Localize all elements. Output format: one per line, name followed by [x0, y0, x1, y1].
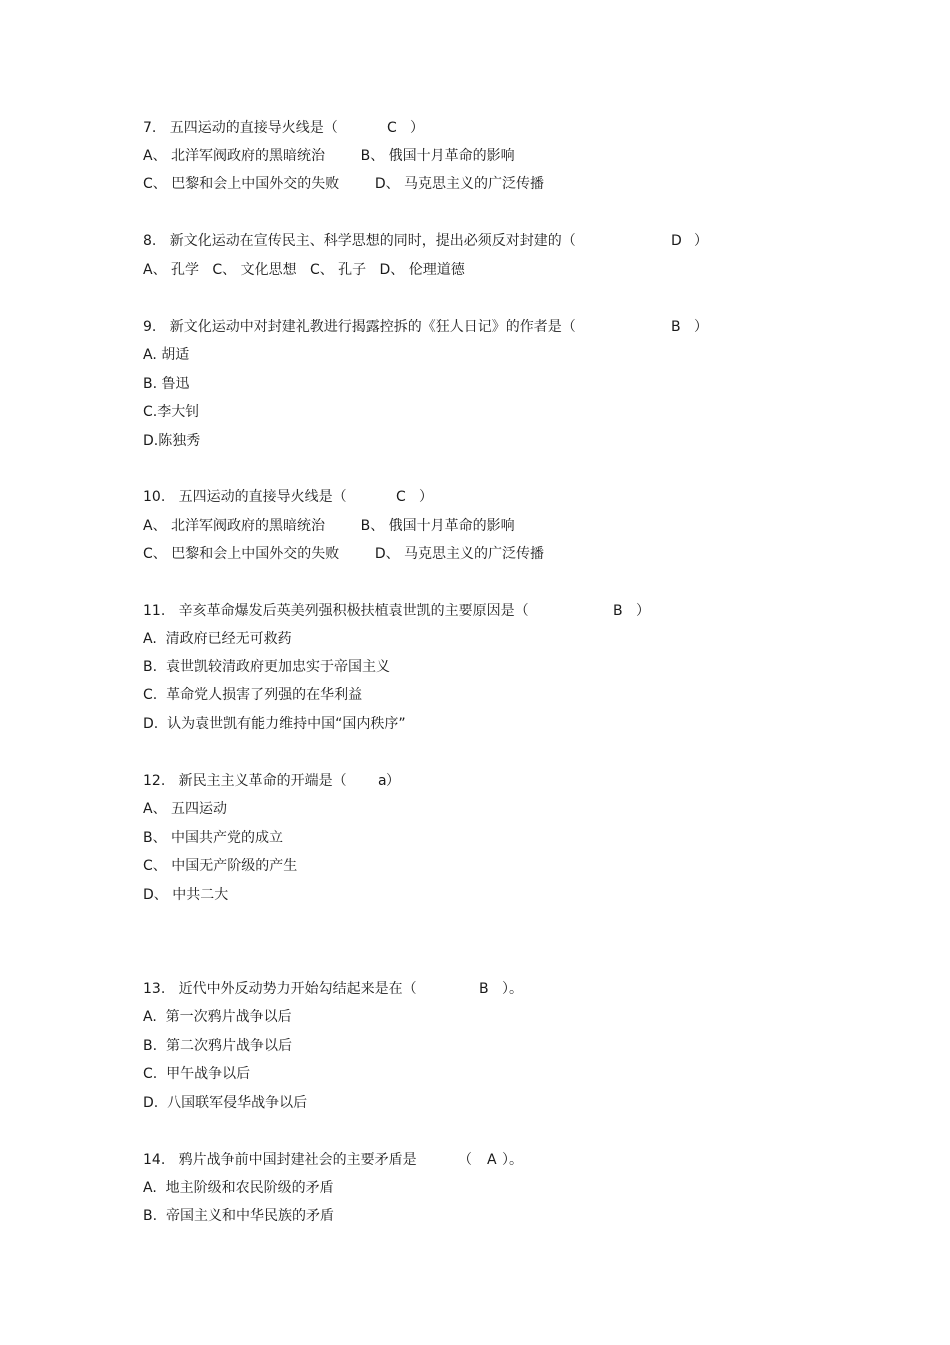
q12-answer: a [378, 773, 387, 789]
q10-stem: 10. 五四运动的直接导火线是（ [143, 489, 347, 505]
q9-close: ） [694, 319, 708, 335]
q13-stem: 13. 近代中外反动势力开始勾结起来是在（ [143, 981, 417, 997]
q10-answer: C [396, 489, 406, 505]
q11-option-a: A. 清政府已经无可救药 [143, 631, 292, 647]
q14-open: （ [458, 1152, 472, 1168]
q8-stem: 8. 新文化运动在宣传民主、科学思想的同时，提出必须反对封建的（ [143, 233, 576, 249]
q13-option-b: B. 第二次鸦片战争以后 [143, 1038, 292, 1054]
q7-options-1: A、 北洋军阀政府的黑暗统治 B、 俄国十月革命的影响 [143, 148, 515, 164]
q9-option-c: C.李大钊 [143, 404, 200, 420]
q13-close: ）。 [502, 981, 523, 997]
q11-option-c: C. 革命党人损害了列强的在华利益 [143, 687, 363, 703]
q9-option-a: A. 胡适 [143, 347, 190, 363]
q14-stem: 14. 鸦片战争前中国封建社会的主要矛盾是 [143, 1152, 417, 1168]
q9-stem: 9. 新文化运动中对封建礼教进行揭露控拆的《狂人日记》的作者是（ [143, 319, 576, 335]
q12-close: ） [386, 773, 400, 789]
q13-option-a: A. 第一次鸦片战争以后 [143, 1009, 292, 1025]
q11-close: ） [636, 603, 650, 619]
q14-option-a: A. 地主阶级和农民阶级的矛盾 [143, 1180, 334, 1196]
q9-answer: B [671, 319, 681, 335]
q14-close: ）。 [502, 1152, 523, 1168]
q9-option-d: D.陈独秀 [143, 433, 201, 449]
q10-options-2: C、 巴黎和会上中国外交的失败 D、 马克思主义的广泛传播 [143, 546, 545, 562]
q13-option-d: D. 八国联军侵华战争以后 [143, 1095, 308, 1111]
q11-stem: 11. 辛亥革命爆发后英美列强积极扶植袁世凯的主要原因是（ [143, 603, 529, 619]
q11-answer: B [613, 603, 623, 619]
q12-option-c: C、 中国无产阶级的产生 [143, 858, 298, 874]
q12-option-d: D、 中共二大 [143, 887, 229, 903]
q10-options-1: A、 北洋军阀政府的黑暗统治 B、 俄国十月革命的影响 [143, 518, 515, 534]
q10-close: ） [419, 489, 433, 505]
q7-options-2: C、 巴黎和会上中国外交的失败 D、 马克思主义的广泛传播 [143, 176, 545, 192]
q7-answer: C [387, 120, 397, 136]
q14-answer: A [487, 1152, 497, 1168]
q8-close: ） [694, 233, 708, 249]
q11-option-d: D. 认为袁世凯有能力维持中国“国内秩序” [143, 716, 406, 732]
q13-answer: B [479, 981, 489, 997]
q8-options: A、 孔学 C、 文化思想 C、 孔子 D、 伦理道德 [143, 262, 465, 278]
q12-option-a: A、 五四运动 [143, 801, 228, 817]
q14-option-b: B. 帝国主义和中华民族的矛盾 [143, 1208, 334, 1224]
q12-stem: 12. 新民主主义革命的开端是（ [143, 773, 347, 789]
q11-option-b: B. 袁世凯较清政府更加忠实于帝国主义 [143, 659, 390, 675]
q8-answer: D [671, 233, 682, 249]
q12-option-b: B、 中国共产党的成立 [143, 830, 284, 846]
q9-option-b: B. 鲁迅 [143, 376, 190, 392]
q13-option-c: C. 甲午战争以后 [143, 1066, 251, 1082]
q7-close: ） [410, 120, 424, 136]
q7-stem: 7. 五四运动的直接导火线是（ [143, 120, 338, 136]
